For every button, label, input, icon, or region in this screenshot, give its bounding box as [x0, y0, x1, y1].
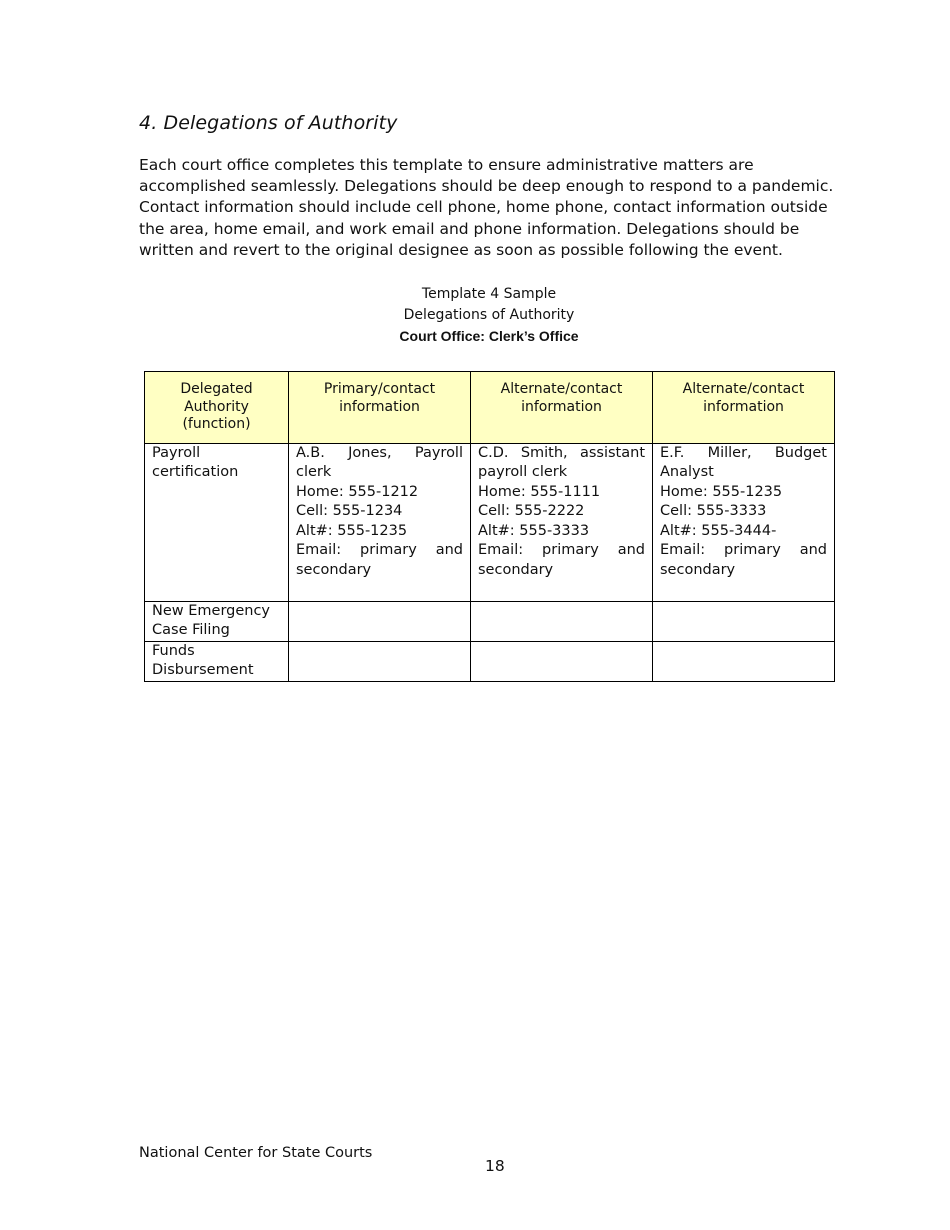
contact-alt: Alt#: 555-3333	[478, 522, 590, 539]
alternate-contact-2-cell	[653, 443, 835, 601]
function-cell: New Emergency Case Filing	[145, 601, 289, 641]
contact-cell: Cell: 555-3333	[660, 503, 767, 520]
contact-name-cont: payroll clerk	[478, 464, 568, 481]
template-caption: Template 4 Sample	[421, 286, 557, 302]
contact-email: Email: primary and	[478, 542, 645, 559]
delegations-table	[144, 371, 835, 682]
contact-email-cont: secondary	[478, 562, 554, 579]
page-number: 18	[485, 1157, 505, 1175]
footer-organization: National Center for State Courts	[139, 1145, 373, 1161]
section-heading: 4. Delegations of Authority	[139, 112, 398, 134]
primary-contact-cell	[289, 641, 471, 681]
header-alternate-contact-2: Alternate/contact information	[653, 372, 835, 444]
alternate-contact-1-cell	[471, 443, 653, 601]
alternate-contact-1-cell	[471, 641, 653, 681]
contact-alt: Alt#: 555-1235	[296, 522, 408, 539]
contact-cell: Cell: 555-1234	[296, 503, 403, 520]
contact-email: Email: primary and	[296, 542, 463, 559]
contact-email-cont: secondary	[296, 562, 372, 579]
function-cell: Payroll certification	[145, 443, 289, 601]
contact-name: A.B. Jones, Payroll	[296, 444, 463, 461]
intro-paragraph: Each court office completes this template to ensure administrative matters are accomplished seamlessly. Delegations should be deep enough to respond to a pandemic. Contact information should include cell phone, home phone, contact information outside the area, home email, and work email and phone information. Delegations should be written and revert to the original designee as soon as possible following the event.	[139, 156, 834, 259]
contact-name: E.F. Miller, Budget	[660, 444, 827, 461]
table-row	[145, 443, 835, 601]
contact-cell: Cell: 555-2222	[478, 503, 585, 520]
table-row	[145, 601, 835, 641]
header-alternate-contact-1: Alternate/contact information	[471, 372, 653, 444]
header-delegated-authority: Delegated Authority (function)	[145, 372, 289, 444]
contact-alt: Alt#: 555-3444-	[660, 522, 777, 539]
table-header-row	[145, 372, 835, 444]
court-office-label: Court Office: Clerk’s Office	[399, 328, 579, 344]
function-cell: Funds Disbursement	[145, 641, 289, 681]
contact-email-cont: secondary	[660, 562, 736, 579]
contact-name: C.D. Smith, assistant	[478, 444, 645, 461]
contact-home: Home: 555-1212	[296, 483, 419, 500]
contact-name-cont: Analyst	[660, 464, 714, 481]
contact-email: Email: primary and	[660, 542, 827, 559]
contact-home: Home: 555-1235	[660, 483, 783, 500]
contact-name-cont: clerk	[296, 464, 332, 481]
alternate-contact-2-cell	[653, 641, 835, 681]
alternate-contact-1-cell	[471, 601, 653, 641]
table-row	[145, 641, 835, 681]
header-primary-contact: Primary/contact information	[289, 372, 471, 444]
primary-contact-cell	[289, 443, 471, 601]
template-subtitle: Delegations of Authority	[403, 307, 575, 323]
contact-home: Home: 555-1111	[478, 483, 601, 500]
primary-contact-cell	[289, 601, 471, 641]
alternate-contact-2-cell	[653, 601, 835, 641]
